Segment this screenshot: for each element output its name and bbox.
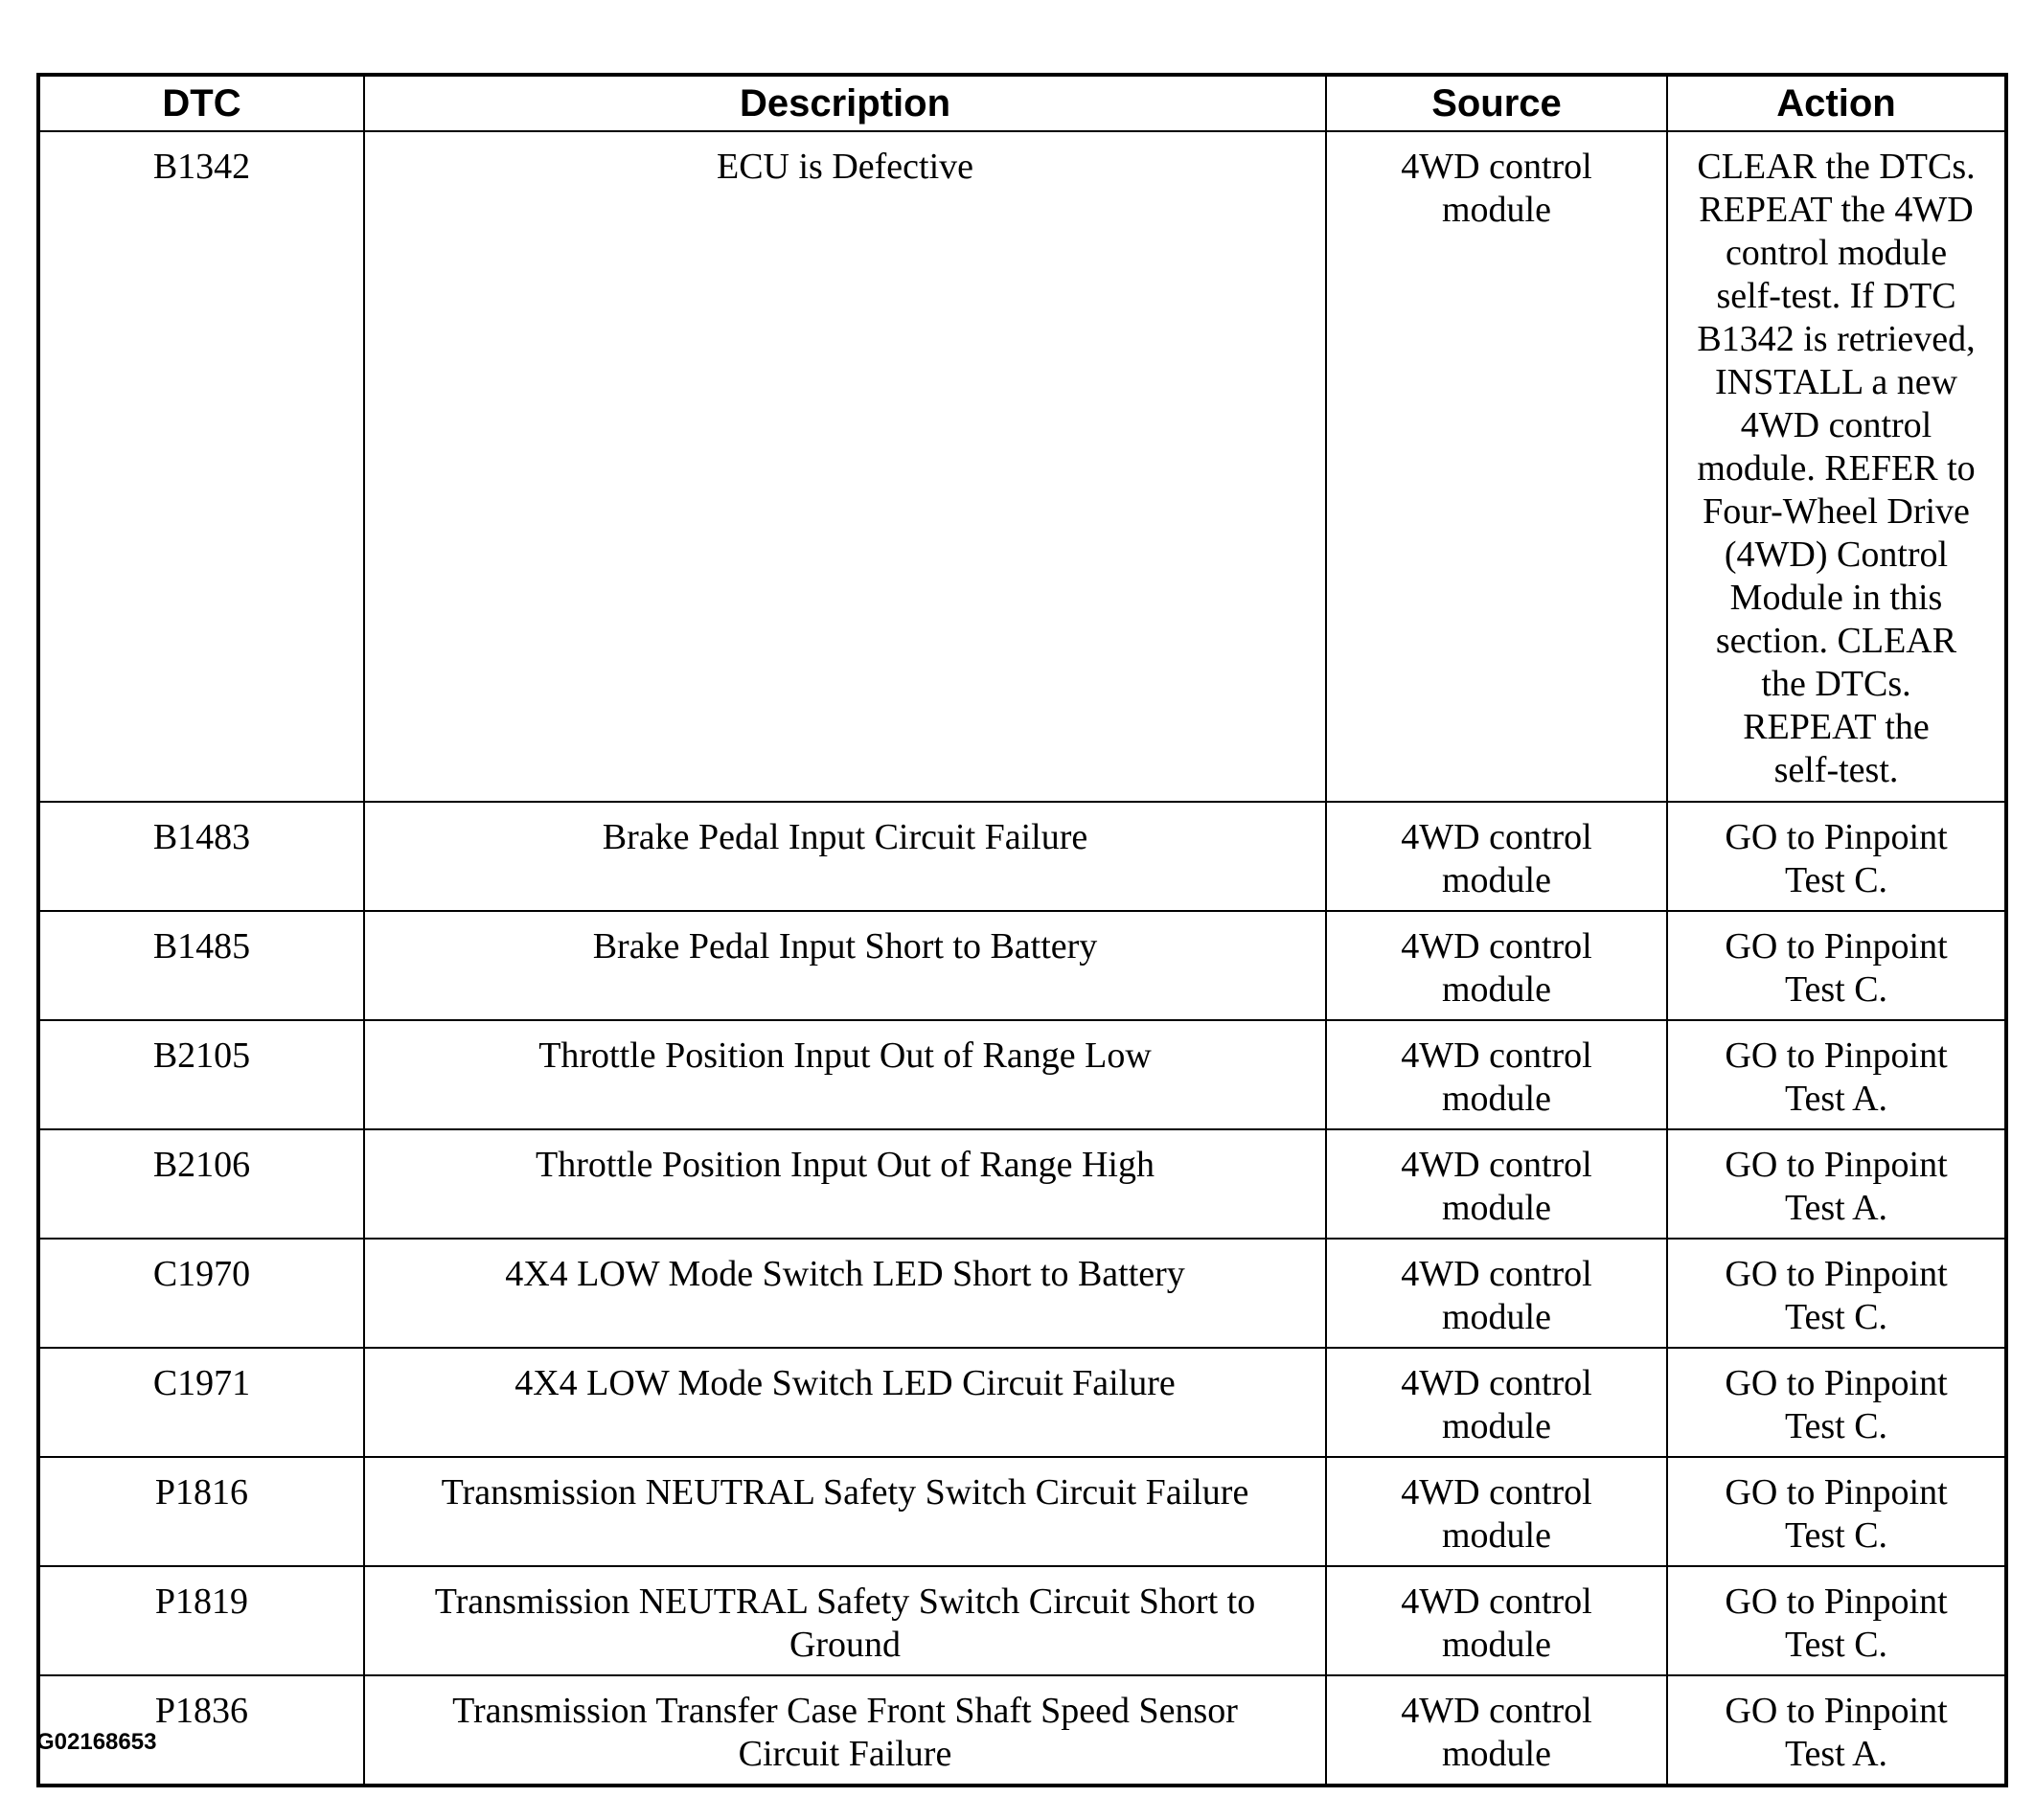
dtc-table xyxy=(36,73,2008,1787)
figure-id: G02168653 xyxy=(36,1729,157,1755)
dtc-code: P1836 xyxy=(38,1675,364,1786)
table-row xyxy=(38,1348,2006,1457)
dtc-source: 4WD control module xyxy=(1326,1566,1667,1675)
dtc-source: 4WD control module xyxy=(1326,1457,1667,1566)
header-description: Description xyxy=(364,75,1326,131)
dtc-action: GO to Pinpoint Test C. xyxy=(1667,1566,2006,1675)
dtc-description: ECU is Defective xyxy=(364,131,1326,802)
header-source: Source xyxy=(1326,75,1667,131)
dtc-action: GO to Pinpoint Test A. xyxy=(1667,1675,2006,1786)
dtc-code: P1816 xyxy=(38,1457,364,1566)
table-row xyxy=(38,1239,2006,1348)
dtc-source: 4WD control module xyxy=(1326,1129,1667,1239)
table-row xyxy=(38,802,2006,911)
table-row xyxy=(38,911,2006,1020)
table-header-row xyxy=(38,75,2006,131)
dtc-code: B2105 xyxy=(38,1020,364,1129)
dtc-source: 4WD control module xyxy=(1326,131,1667,802)
dtc-code: B1342 xyxy=(38,131,364,802)
dtc-description: Brake Pedal Input Circuit Failure xyxy=(364,802,1326,911)
dtc-description: Throttle Position Input Out of Range Low xyxy=(364,1020,1326,1129)
dtc-source: 4WD control module xyxy=(1326,911,1667,1020)
dtc-description: Transmission NEUTRAL Safety Switch Circuit Failure xyxy=(364,1457,1326,1566)
dtc-source: 4WD control module xyxy=(1326,1348,1667,1457)
dtc-action: GO to Pinpoint Test A. xyxy=(1667,1129,2006,1239)
dtc-source: 4WD control module xyxy=(1326,1239,1667,1348)
dtc-code: C1971 xyxy=(38,1348,364,1457)
dtc-action: GO to Pinpoint Test C. xyxy=(1667,1457,2006,1566)
dtc-action: GO to Pinpoint Test C. xyxy=(1667,1239,2006,1348)
header-dtc: DTC xyxy=(38,75,364,131)
table-row xyxy=(38,1566,2006,1675)
dtc-code: C1970 xyxy=(38,1239,364,1348)
dtc-action: GO to Pinpoint Test C. xyxy=(1667,802,2006,911)
dtc-action: CLEAR the DTCs. REPEAT the 4WD control module self-test. If DTC B1342 is retrieved, INSTALL a new 4WD control module. REFER to Four-Wheel Drive (4WD) Control Module in this section. CLEAR the DTCs. REPEAT the self-test. xyxy=(1667,131,2006,802)
table-row xyxy=(38,1457,2006,1566)
dtc-description: Transmission NEUTRAL Safety Switch Circuit Short to Ground xyxy=(364,1566,1326,1675)
dtc-code: B1483 xyxy=(38,802,364,911)
header-action: Action xyxy=(1667,75,2006,131)
dtc-code: B2106 xyxy=(38,1129,364,1239)
dtc-action: GO to Pinpoint Test C. xyxy=(1667,1348,2006,1457)
table-row xyxy=(38,131,2006,802)
dtc-action: GO to Pinpoint Test C. xyxy=(1667,911,2006,1020)
table-row xyxy=(38,1020,2006,1129)
dtc-description: Brake Pedal Input Short to Battery xyxy=(364,911,1326,1020)
table-row xyxy=(38,1675,2006,1786)
dtc-description: Throttle Position Input Out of Range High xyxy=(364,1129,1326,1239)
dtc-source: 4WD control module xyxy=(1326,1020,1667,1129)
dtc-code: P1819 xyxy=(38,1566,364,1675)
dtc-description: Transmission Transfer Case Front Shaft Speed Sensor Circuit Failure xyxy=(364,1675,1326,1786)
dtc-source: 4WD control module xyxy=(1326,1675,1667,1786)
table-row xyxy=(38,1129,2006,1239)
dtc-action: GO to Pinpoint Test A. xyxy=(1667,1020,2006,1129)
dtc-code: B1485 xyxy=(38,911,364,1020)
dtc-description: 4X4 LOW Mode Switch LED Circuit Failure xyxy=(364,1348,1326,1457)
dtc-source: 4WD control module xyxy=(1326,802,1667,911)
dtc-description: 4X4 LOW Mode Switch LED Short to Battery xyxy=(364,1239,1326,1348)
